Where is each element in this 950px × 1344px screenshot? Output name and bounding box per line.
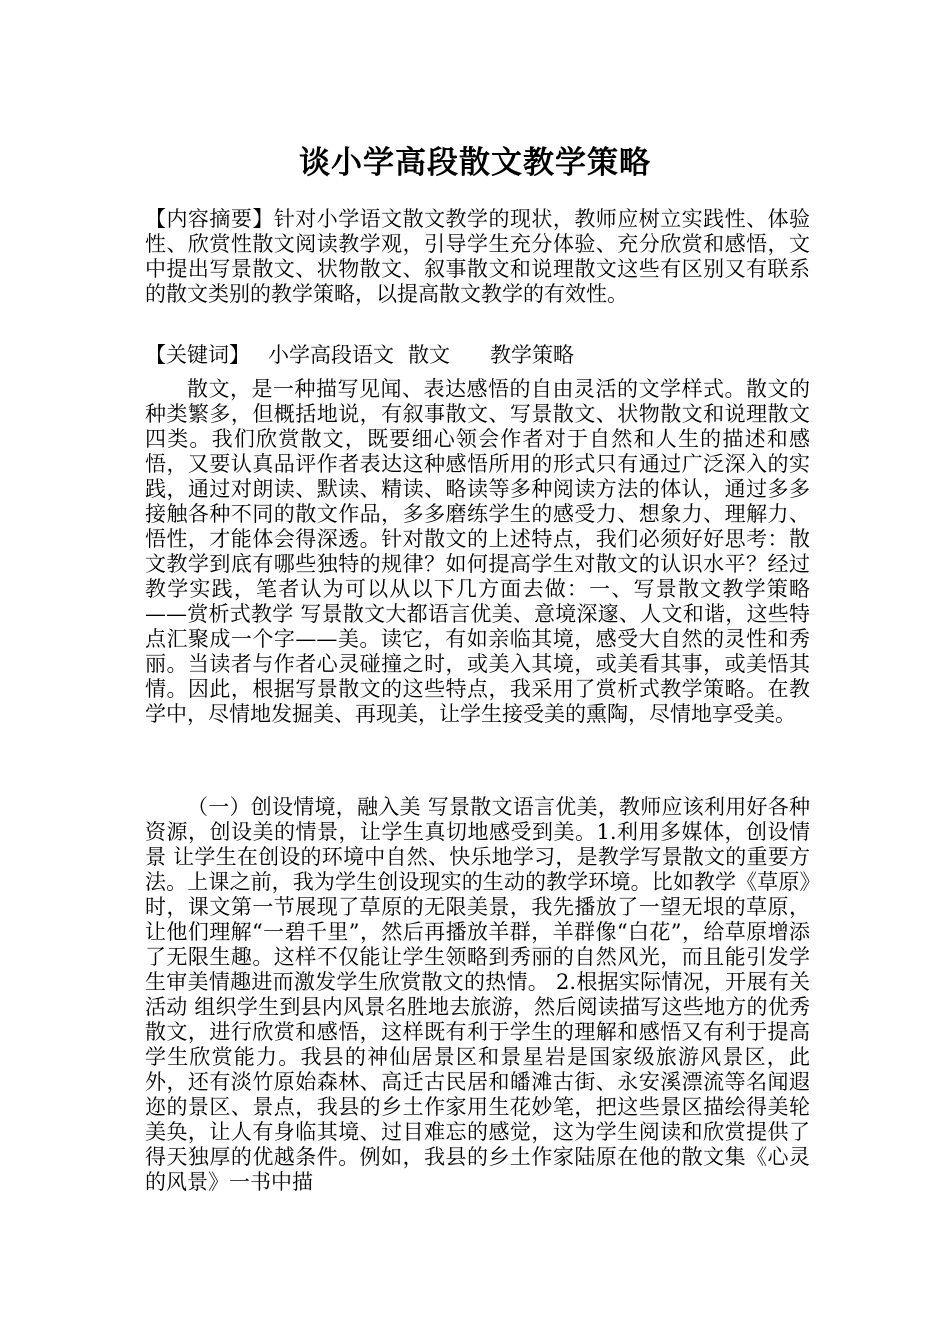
- abstract-text: 针对小学语文散文教学的现状，教师应树立实践性、体验性、欣赏性散文阅读教学观，引导学生充分体验、充分欣赏和感悟，文中提出写景散文、状物散文、叙事散文和说理散文这些有区别又有联系的散文类别的教学策略，以提高散文教学的有效性。: [145, 207, 811, 306]
- document-title: 谈小学高段散文教学策略: [299, 145, 651, 181]
- keyword-item: 小学高段语文: [268, 343, 394, 367]
- keyword-item: 教学策略: [490, 343, 574, 367]
- keywords-line: [145, 343, 810, 368]
- keyword-item: 散文: [408, 343, 450, 367]
- abstract-label: 【内容摘要】: [145, 207, 274, 231]
- body-paragraph-2: （一）创设情境，融入美 写景散文语言优美，教师应该利用好各种资源，创设美的情景，让学生真切地感受到美。1.利用多媒体，创设情景 让学生在创设的环境中自然、快乐地学习，是教学写景散文的重要方法。上课之前，我为学生创设现实的生动的教学环境。比如教学《草原》时，课文第一节展现了草原的无限美景，我先播放了一望无垠的草原，让他们理解“一碧千里”，然后再播放羊群，羊群像“白花”，给草原增添了无限生趣。这样不仅能让学生领略到秀丽的自然风光，而且能引发学生审美情趣进而激发学生欣赏散文的热情。 2.根据实际情况，开展有关活动 组织学生到县内风景名胜地去旅游，然后阅读描写这些地方的优秀散文，进行欣赏和感悟，这样既有利于学生的理解和感悟又有利于提高学生欣赏能力。我县的神仙居景区和景星岩是国家级旅游风景区，此外，还有淡竹原始森林、高迁古民居和皤滩古街、永安溪漂流等名闻遐迩的景区、景点，我县的乡土作家用生花妙笔，把这些景区描绘得美轮美奂，让人有身临其境、过目难忘的感觉，这为学生阅读和欣赏提供了得天独厚的优越条件。例如，我县的乡土作家陆原在他的散文集《心灵的风景》一书中描: [145, 795, 810, 1194]
- keywords-label: 【关键词】: [145, 343, 250, 367]
- body-paragraph-1: 散文，是一种描写见闻、表达感悟的自由灵活的文学样式。散文的种类繁多，但概括地说，有叙事散文、写景散文、状物散文和说理散文四类。我们欣赏散文，既要细心领会作者对于自然和人生的描述和感悟，又要认真品评作者表达这种感悟所用的形式只有通过广泛深入的实践，通过对朗读、默读、精读、略读等多种阅读方法的体认，通过多多接触各种不同的散文作品，多多磨练学生的感受力、想象力、理解力、悟性，才能体会得深透。针对散文的上述特点，我们必须好好思考：散文教学到底有哪些独特的规律？如何提高学生对散文的认识水平？经过教学实践，笔者认为可以从以下几方面去做：一、写景散文教学策略——赏析式教学 写景散文大都语言优美、意境深邃、人文和谐，这些特点汇聚成一个字——美。读它，有如亲临其境，感受大自然的灵性和秀丽。当读者与作者心灵碰撞之时，或美入其境，或美看其事，或美悟其情。因此，根据写景散文的这些特点，我采用了赏析式教学策略。在教学中，尽情地发掘美、再现美，让学生接受美的熏陶，尽情地享受美。: [145, 377, 810, 726]
- abstract-paragraph: [145, 207, 810, 307]
